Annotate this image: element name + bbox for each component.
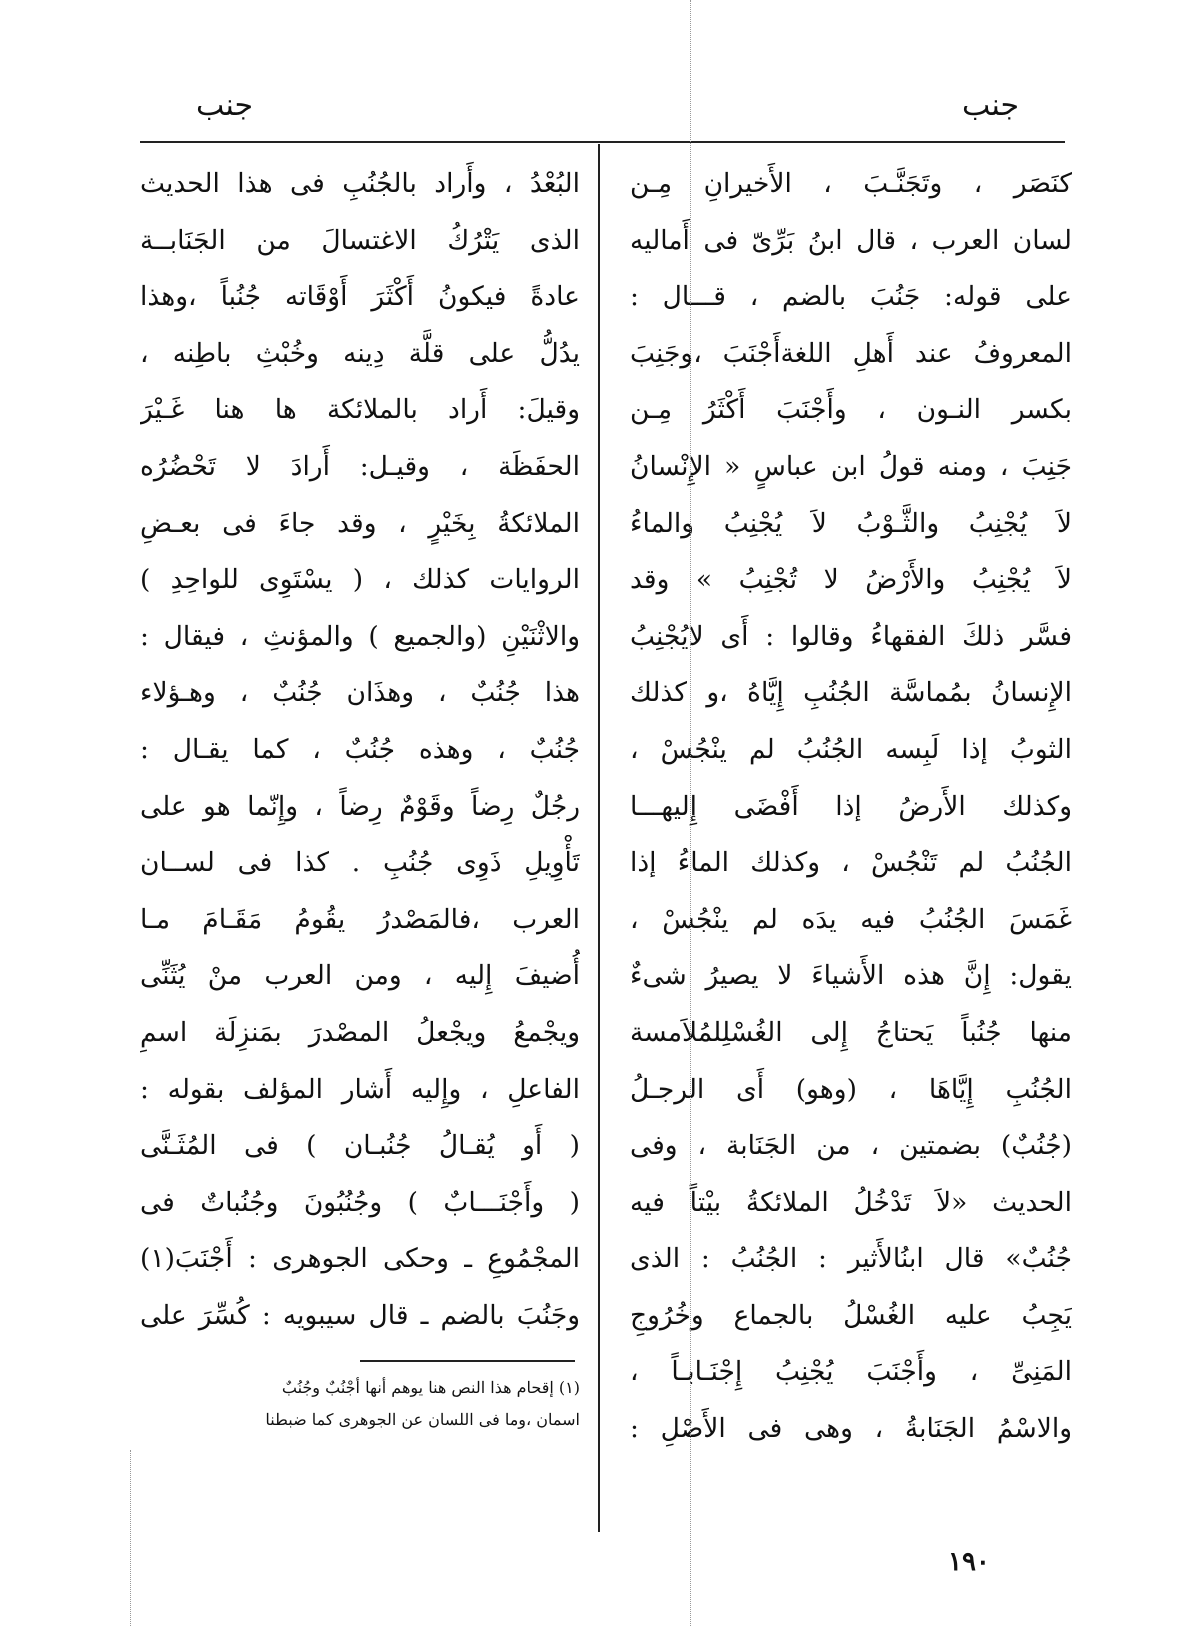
text-line: يَجِبُ عليه الغُسْلُ بالجماع وخُرُوجِ [630,1299,1072,1331]
header-rule [140,141,1065,143]
text-line: البُعْدُ ، وأَراد بالجُنُبِ فى هذا الحديث [140,168,580,199]
text-line: المجْمُوعِ ـ وحكى الجوهرى : أَجْنَبَ(١) [140,1243,580,1275]
column-divider [598,144,600,1532]
text-line: لاَ يُجْنِبُ والثَّـوْبُ لاَ يُجْنِبُ والماءُ [630,507,1072,539]
text-line: الجُنُبِ إِيَّاهَا ، (وهو) أَى الرجـلُ [630,1073,1072,1105]
text-line: الإِنسانُ بمُماسَّة الجُنُبِ إِيَّاهُ ،و كذلك [630,677,1072,709]
text-line: عادةً فيكونُ أَكْثَرَ أَوْقَاته جُنُباً ،وهذا [140,281,580,313]
text-line: أُضيفَ إِليه ، ومن العرب منْ يُثَنِّى [140,960,580,992]
text-line: بكسر النـون ، وأَجْنَبَ أَكْثَرُ مِـن [630,394,1072,426]
text-line: تَأْوِيلِ ذَوِى جُنُبِ . كذا فى لســان [140,847,580,879]
page-number: ١٩٠ [948,1547,990,1577]
header-left-word: جنب [196,88,254,123]
text-line: لاَ يُجْنِبُ والأَرْضُ لا تُجْنِبُ » وقد [630,564,1072,596]
text-line: ( أَو يُقـالُ جُنُبـان ) فى المُثَـنَّى [140,1130,580,1162]
text-line: الجُنُبُ لم تَنْجُسْ ، وكذلك الماءُ إذا [630,847,1072,879]
text-line: على قوله: جَنُبَ بالضم ، قـــال : [630,281,1072,313]
text-line: والاثْنَيْنِ (والجميع ) والمؤنثِ ، فيقال : [140,620,580,652]
text-line: الحديث «لاَ تَدْخُلُ الملائكةُ بيْتاً فيه [630,1186,1072,1218]
text-line: الروايات كذلك ، ( يسْتَوِى للواحِدِ ) [140,564,580,596]
text-line: ( وأَجْنَـــابٌ ) وجُنُبُونَ وجُنُباتٌ فى [140,1186,580,1218]
text-line: يدُلُّ على قلَّة دِينه وخُبْثِ باطِنه ، [140,337,580,369]
text-line: وجَنُبَ بالضم ـ قال سيبويه : كُسِّرَ على [140,1299,580,1331]
left-column [140,156,580,1344]
text-line: الذى يَتْرُكُ الاغتسالَ من الجَنَابــة [140,224,580,256]
text-line: فسَّر ذلكَ الفقهاءُ وقالوا : أَى لايُجْنِبُ [630,620,1072,652]
text-line: المَنِىِّ ، وأَجْنَبَ يُجْنِبُ إِجْنَـابـاً ، [630,1356,1072,1388]
text-line: وكذلك الأَرضُ إذا أَفْضَى إِليهـــا [630,790,1072,822]
footnote-line: (١) إقحام هذا النص هنا يوهم أنها أجْنُبٌ وجُنُبٌ [281,1378,580,1397]
text-line: وقيلَ: أَراد بالملائكة ها هنا غَـيْرَ [140,394,580,426]
text-line: المعروفُ عند أَهلِ اللغةأَجْنَبَ ،وجَنِبَ [630,337,1072,369]
text-line: لسان العرب ، قال ابنُ بَرِّىّ فى أَماليه [630,224,1072,256]
text-line: غَمَسَ الجُنُبُ فيه يدَه لم ينْجُسْ ، [630,903,1072,935]
text-line: (جُنُبٌ) بضمتين ، من الجَنَابة ، وفى [630,1130,1072,1162]
scan-fold-line [690,0,691,1626]
text-line: ويجْمعُ ويجْعلُ المصْدرَ بمَنزِلَة اسمِ [140,1016,580,1048]
text-line: رجُلٌ رِضاً وقَوْمٌ رِضاً ، وإِنّما هو على [140,790,580,822]
text-line: والاسْمُ الجَنَابةُ ، وهى فى الأَصْلِ : [630,1413,1072,1445]
text-line: الملائكةُ بِخَيْرٍ ، وقد جاءَ فى بعـضِ [140,507,580,539]
scan-edge-line [130,1450,131,1626]
text-line: هذا جُنُبٌ ، وهذَان جُنُبٌ ، وهـؤلاء [140,677,580,709]
text-line: كنَصَر ، وتَجَنَّـبَ ، الأَخيرانِ مِـن [630,168,1072,199]
text-line: العرب ،فالمَصْدرُ يقُومُ مَقَـامَ مـا [140,903,580,935]
text-line: الثوبُ إذا لَبِسه الجُنُبُ لم ينْجُسْ ، [630,733,1072,765]
text-line: جُنُبٌ» قال ابنُالأَثير : الجُنُبُ : الذى [630,1243,1072,1275]
text-line: جُنُبٌ ، وهذه جُنُبٌ ، كما يقـال : [140,733,580,765]
header-right-word: جنب [962,88,1020,123]
footnote [140,1372,580,1436]
text-line: يقول: إِنَّ هذه الأَشياءَ لا يصيرُ شىءٌ [630,960,1072,992]
text-line: منها جُنُباً يَحتاجُ إِلى الغُسْلِلمُلاَمسة [630,1016,1072,1048]
text-line: جَنِبَ ، ومنه قولُ ابن عباسٍ « الإِنْسانُ [630,450,1072,482]
text-line: الحفَظَة ، وقيـل: أَرادَ لا تَحْضُرُه [140,450,580,482]
right-column [630,156,1072,1458]
footnote-rule [360,1360,575,1362]
footnote-line: اسمان ،وما فى اللسان عن الجوهرى كما ضبطنا [265,1410,580,1429]
text-line: الفاعلِ ، وإِليه أَشار المؤلف بقوله : [140,1073,580,1105]
